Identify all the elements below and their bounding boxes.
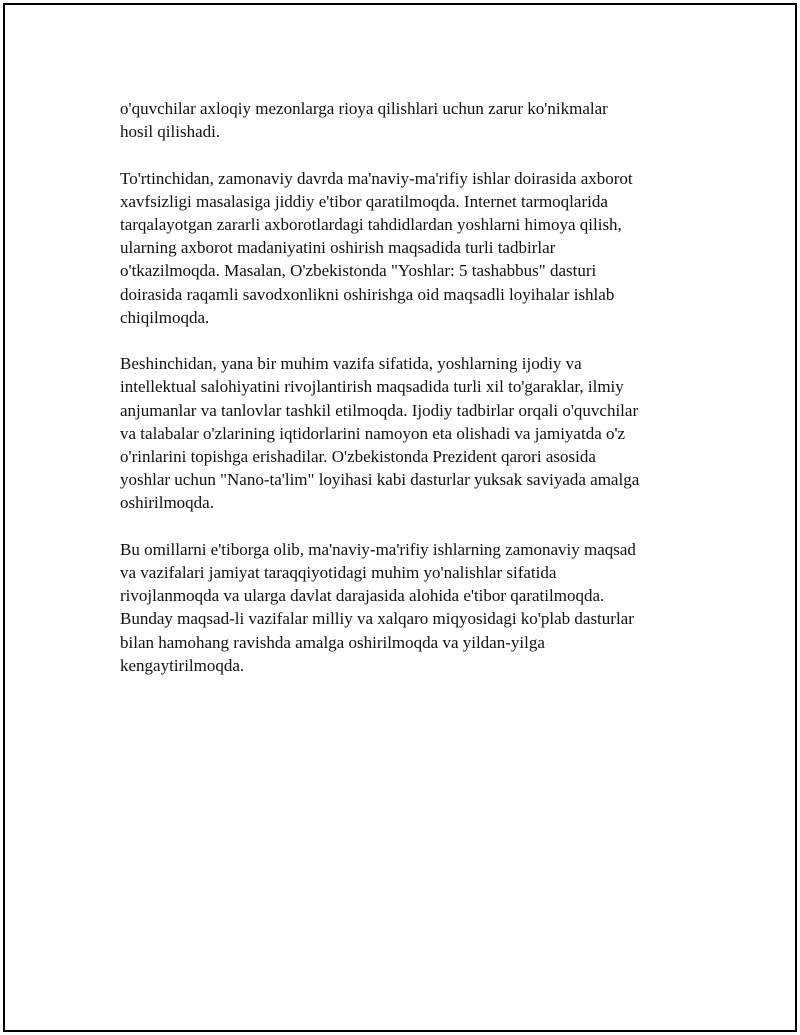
paragraph-3: Beshinchidan, yana bir muhim vazifa sifatida, yoshlarning ijodiy va intellektual salohiyatini rivojlantirish maqsadida turli xil to'garaklar, ilmiy anjumanlar va tanlovlar tashkil etilmoqda. Ijodiy tadbirlar orqali o'quvchilar va talabalar o'zlarining iqtidorlarini namoyon eta olishadi va jamiyatda o'z o'rinlarini topishga erishadilar. O'zbekistonda Prezident qarori asosida yoshlar uchun "Nano-ta'lim" loyihasi kabi dasturlar yuksak saviyada amalga oshirilmoqda. [120,354,640,513]
paragraph-1: o'quvchilar axloqiy mezonlarga rioya qilishlari uchun zarur ko'nikmalar hosil qilishadi. [120,99,608,142]
paragraph-2: To'rtinchidan, zamonaviy davrda ma'naviy-ma'rifiy ishlar doirasida axborot xavfsizligi masalasiga jiddiy e'tibor qaratilmoqda. Internet tarmoqlarida tarqalayotgan zararli axborotlardagi tahdidlardan yoshlarni himoya qilish, ularning axborot madaniyatini oshirish maqsadida turli tadbirlar o'tkazilmoqda. Masalan, O'zbekistonda "Yoshlar: 5 tashabbus" dasturi doirasida raqamli savodxonlikni oshirishga oid maqsadli loyihalar ishlab chiqilmoqda. [120,168,633,327]
paragraph-4: Bu omillarni e'tiborga olib, ma'naviy-ma'rifiy ishlarning zamonaviy maqsad va vazifalari jamiyat taraqqiyotidagi muhim yo'nalishlar sifatida rivojlanmoqda va ularga davlat darajasida alohida e'tibor qaratilmoqda. Bunday maqsad-li vazifalar milliy va xalqaro miqyosidagi ko'plab dasturlar bilan hamohang ravishda amalga oshirilmoqda va yildan-yilga kengaytirilmoqda. [120,539,636,675]
page-frame [3,3,797,1032]
document-body [120,97,700,700]
